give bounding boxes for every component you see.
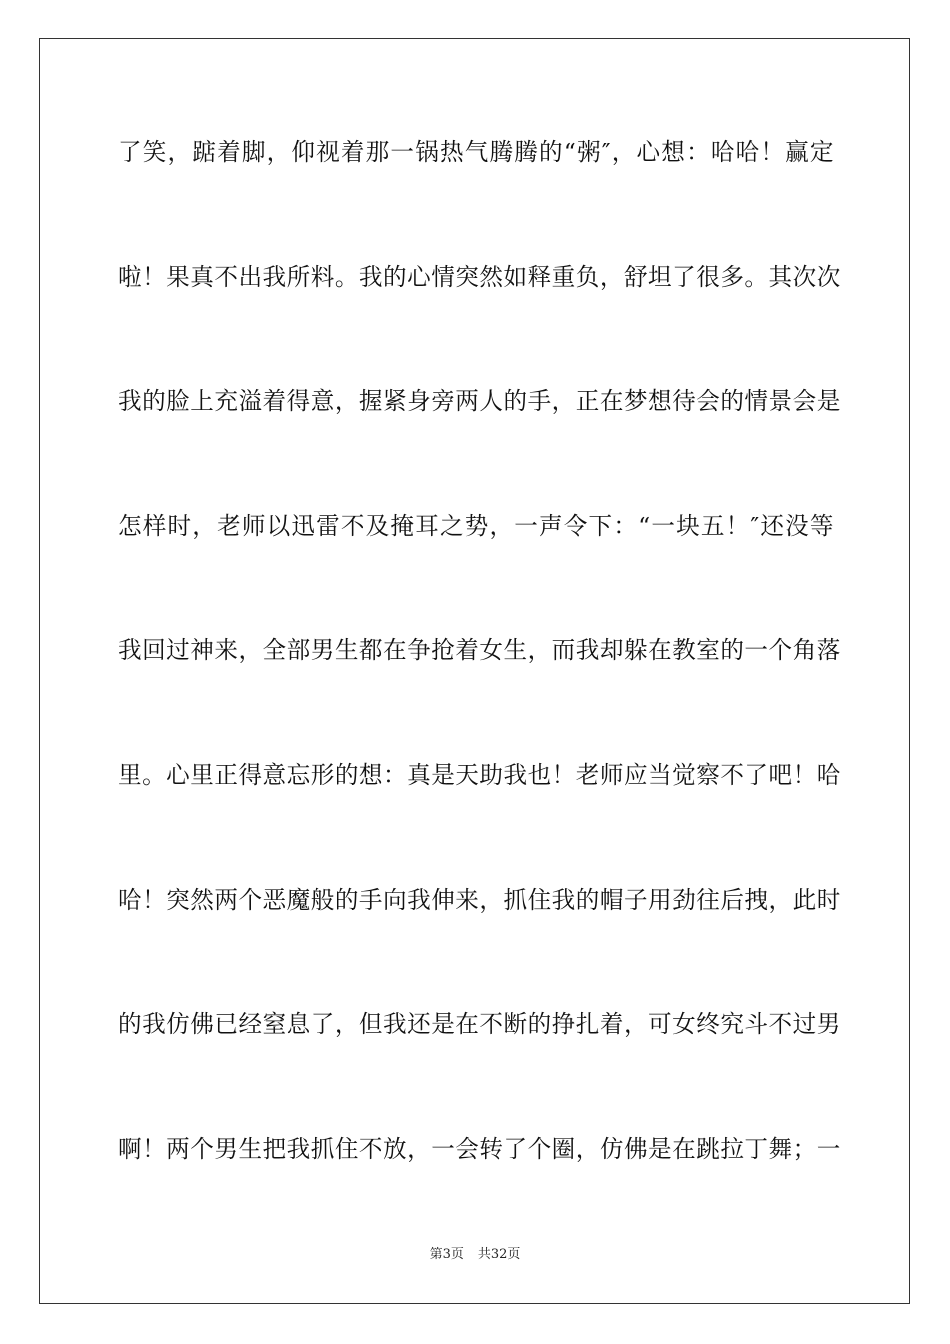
text-line: 里。心里正得意忘形的想：真是天助我也！老师应当觉察不了吧！哈 [118, 760, 841, 789]
text-line: 我回过神来，全部男生都在争抢着女生，而我却躲在教室的一个角落 [118, 636, 841, 665]
text-line: 啊！两个男生把我抓住不放，一会转了个圈，仿佛是在跳拉丁舞；一 [118, 1134, 841, 1163]
text-line: 了笑，踮着脚，仰视着那一锅热气腾腾的“粥″，心想：哈哈！赢定 [118, 138, 834, 166]
page-number: 第3页 [429, 1247, 464, 1262]
document-body [118, 128, 841, 1249]
text-line: 怎样时，老师以迅雷不及掩耳之势，一声令下：“一块五！″还没等 [118, 511, 834, 540]
text-line: 的我仿佛已经窒息了，但我还是在不断的挣扎着，可女终究斗不过男 [118, 1010, 841, 1039]
page-footer [0, 1245, 950, 1265]
page-total: 共32页 [477, 1247, 521, 1262]
text-line: 哈！突然两个恶魔般的手向我伸来，抓住我的帽子用劲往后拽，此时 [118, 885, 841, 914]
text-line: 啦！果真不出我所料。我的心情突然如释重负，舒坦了很多。其次次 [118, 262, 841, 291]
text-line: 我的脸上充溢着得意，握紧身旁两人的手，正在梦想待会的情景会是 [118, 387, 841, 416]
